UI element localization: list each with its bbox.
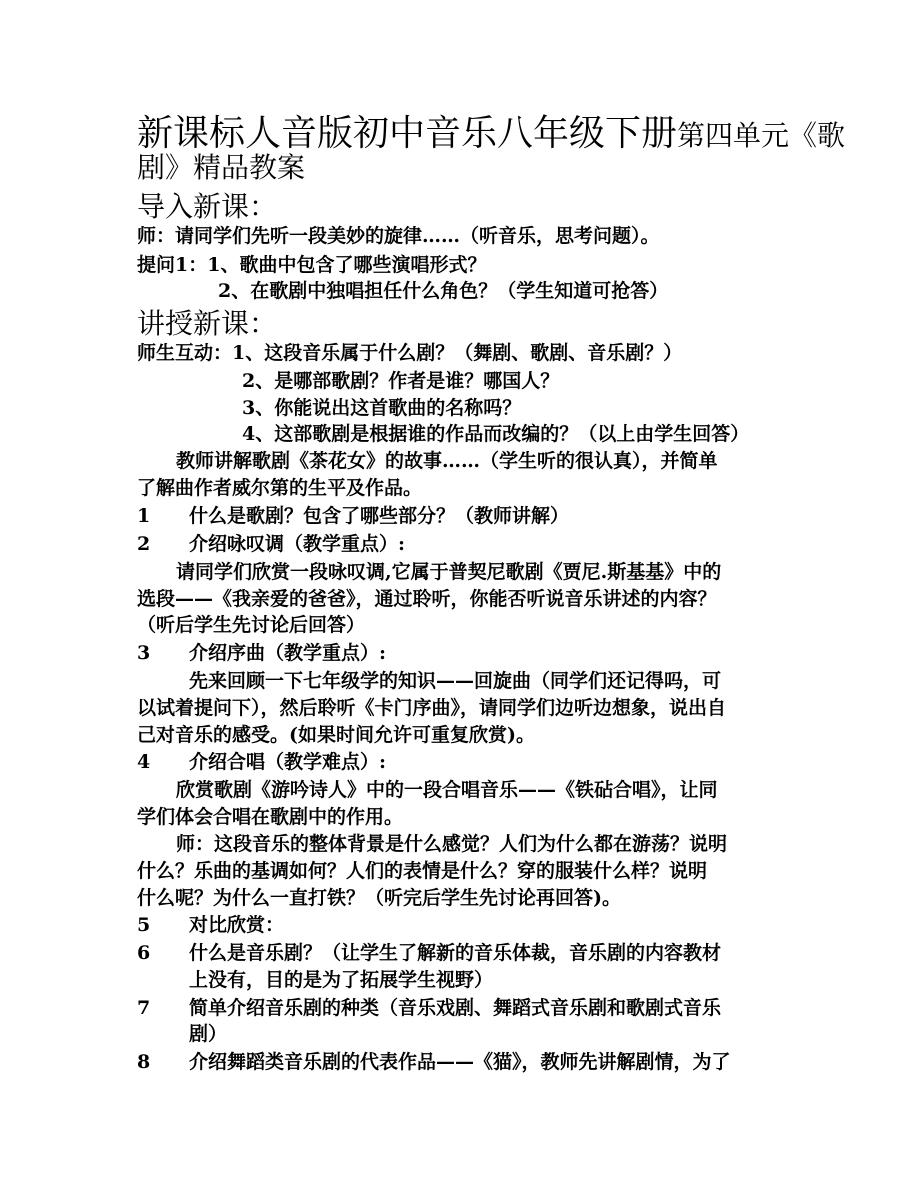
- item-number: 4: [137, 751, 151, 773]
- teach-line: 师生互动：1、这段音乐属于什么剧？（舞剧、歌剧、音乐剧？）: [137, 342, 683, 364]
- item-text: 介绍舞蹈类音乐剧的代表作品——《猫》，教师先讲解剧情，为了: [189, 1051, 731, 1073]
- para-line: （听后学生先讨论后回答）: [137, 614, 366, 636]
- para-line: 什么？乐曲的基调如何？人们的表情是什么？穿的服装什么样？说明: [137, 860, 708, 882]
- item-number: 3: [137, 642, 151, 664]
- item-text: 剧）: [189, 1023, 228, 1045]
- item-text: 介绍合唱（教学难点）:: [189, 751, 387, 773]
- section-heading-teach: 讲授新课：: [137, 307, 278, 340]
- para-line: 先来回顾一下七年级学的知识——回旋曲（同学们还记得吗，可: [189, 670, 722, 692]
- teach-line: 了解曲作者威尔第的生平及作品。: [137, 477, 423, 499]
- item-text: 什么是音乐剧？（让学生了解新的音乐体裁，音乐剧的内容教材: [189, 942, 722, 964]
- item-text: 介绍咏叹调（教学重点）:: [189, 533, 406, 555]
- item-number: 6: [137, 942, 151, 964]
- intro-line: 2、在歌剧中独唱担任什么角色？（学生知道可抢答）: [218, 280, 669, 302]
- item-text: 简单介绍音乐剧的种类（音乐戏剧、舞蹈式音乐剧和歌剧式音乐: [189, 997, 722, 1019]
- teach-line: 4、这部歌剧是根据谁的作品而改编的？（以上由学生回答）: [242, 423, 750, 445]
- item-number: 7: [137, 997, 151, 1019]
- item-number: 8: [137, 1051, 151, 1073]
- teach-line: 2、是哪部歌剧？作者是谁？哪国人？: [242, 370, 560, 392]
- intro-line: 师：请同学们先听一段美妙的旋律……（听音乐，思考问题）。: [137, 225, 660, 247]
- document-title-line2: 剧》精品教案: [137, 151, 306, 184]
- para-line: 什么呢？为什么一直打铁？（听完后学生先讨论再回答)。: [137, 887, 621, 909]
- para-line: 以试着提问下），然后聆听《卡门序曲》，请同学们边听边想象，说出自: [137, 697, 727, 719]
- para-line: 师：这段音乐的整体背景是什么感觉？人们为什么都在游荡？说明: [176, 833, 728, 855]
- item-text: 介绍序曲（教学重点）:: [189, 642, 387, 664]
- document-title-line1: [137, 113, 846, 154]
- para-line: 学们体会合唱在歌剧中的作用。: [137, 806, 404, 828]
- item-text: 什么是歌剧？包含了哪些部分？（教师讲解）: [189, 505, 570, 527]
- item-number: 5: [137, 914, 151, 936]
- para-line: 欣赏歌剧《游吟诗人》中的一段合唱音乐——《铁砧合唱》，让同: [176, 779, 718, 801]
- item-text: 上没有，目的是为了拓展学生视野）: [189, 969, 494, 991]
- item-text: 对比欣赏：: [189, 914, 285, 936]
- teach-line: 教师讲解歌剧《茶花女》的故事……（学生听的很认真），并简单: [176, 450, 718, 472]
- para-line: 请同学们欣赏一段咏叹调,它属于普契尼歌剧《贾尼.斯基基》中的: [176, 561, 722, 583]
- title-main: 新课标人音版初中音乐八年级下册: [137, 113, 678, 154]
- title-unit: 第四单元《歌: [677, 119, 846, 152]
- section-heading-intro: 导入新课：: [137, 190, 278, 223]
- item-number: 1: [137, 505, 151, 527]
- teach-line: 3、你能说出这首歌曲的名称吗？: [242, 397, 522, 419]
- para-line: 己对音乐的感受。(如果时间允许可重复欣赏)。: [137, 724, 535, 746]
- item-number: 2: [137, 533, 151, 555]
- para-line: 选段——《我亲爱的爸爸》，通过聆听，你能否听说音乐讲述的内容？: [137, 588, 717, 610]
- intro-line: 提问1：1、歌曲中包含了哪些演唱形式？: [137, 254, 487, 276]
